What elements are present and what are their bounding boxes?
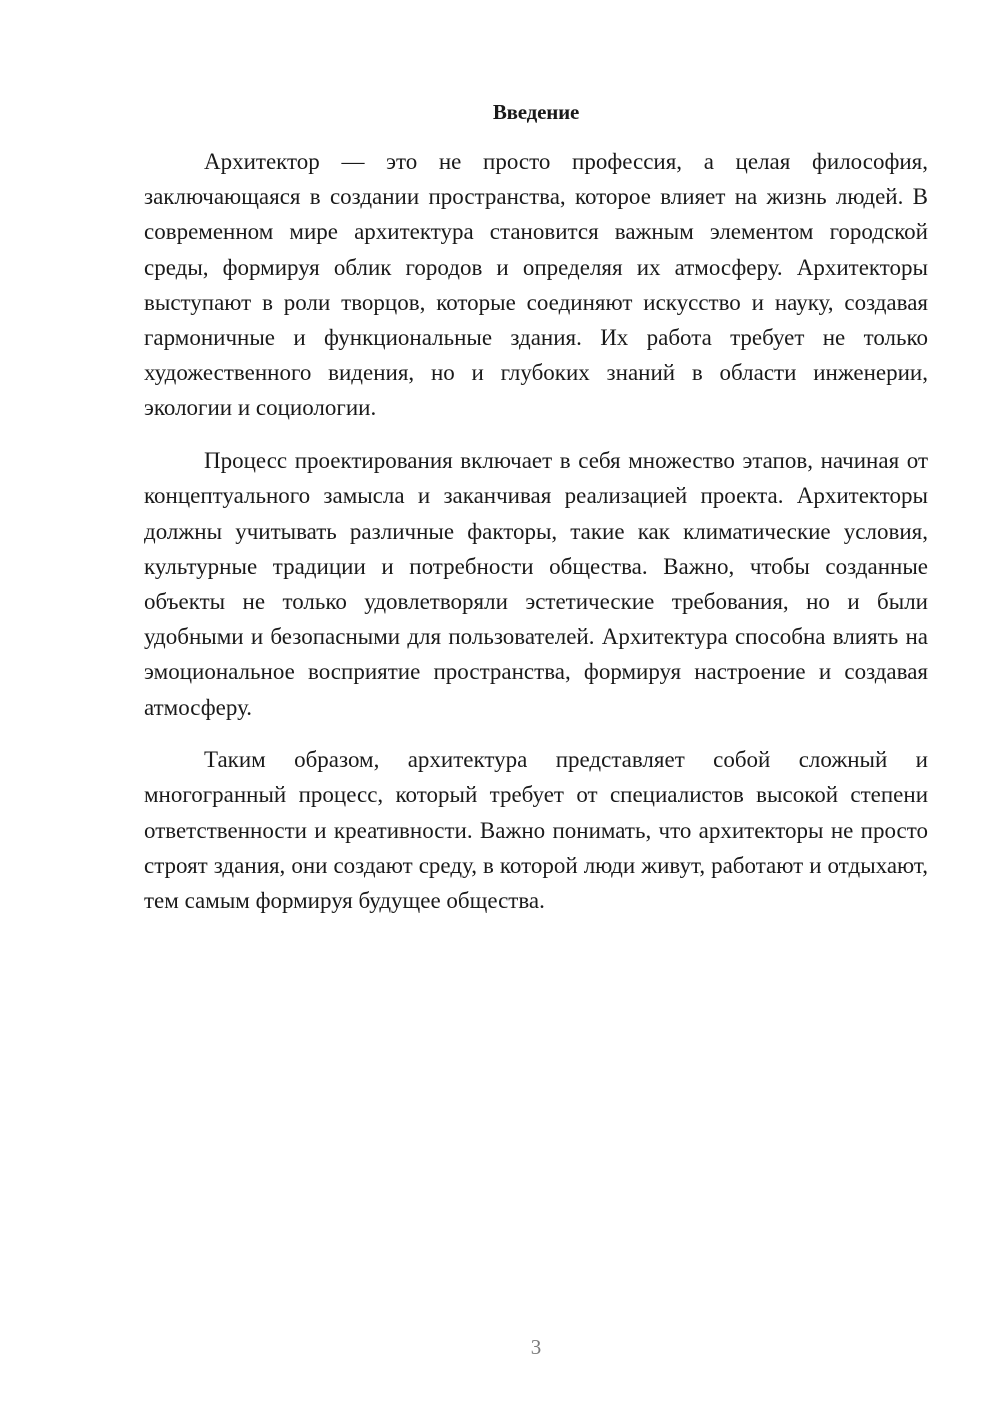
paragraph: Таким образом, архитектура представляет собой сложный и многогранный процесс, который требует от специалистов высокой степени ответственности и креативности. Важно понимать, что архитекторы не просто строят здания, они создают среду, в которой люди живут, работают и отдыхают, тем самым формируя будущее общества. [144,747,928,914]
paragraph: Архитектор — это не просто профессия, а целая философия, заключающаяся в создании пространства, которое влияет на жизнь людей. В современном мире архитектура становится важным элементом городской среды, формируя облик городов и определяя их атмосферу. Архитекторы выступают в роли творцов, которые соединяют искусство и науку, создавая гармоничные и функциональные здания. Их работа требует не только художественного видения, но и глубоких знаний в области инженерии, экологии и социологии. [144,149,928,421]
paragraph: Процесс проектирования включает в себя множество этапов, начиная от концептуального замысла и заканчивая реализацией проекта. Архитекторы должны учитывать различные факторы, такие как климатические условия, культурные традиции и потребности общества. Важно, чтобы созданные объекты не только удовлетворяли эстетические требования, но и были удобными и безопасными для пользователей. Архитектура способна влиять на эмоциональное восприятие пространства, формируя настроение и создавая атмосферу. [144,448,928,720]
body-text [144,144,928,918]
page-number: 3 [530,1335,542,1359]
section-heading: Введение [492,100,580,124]
